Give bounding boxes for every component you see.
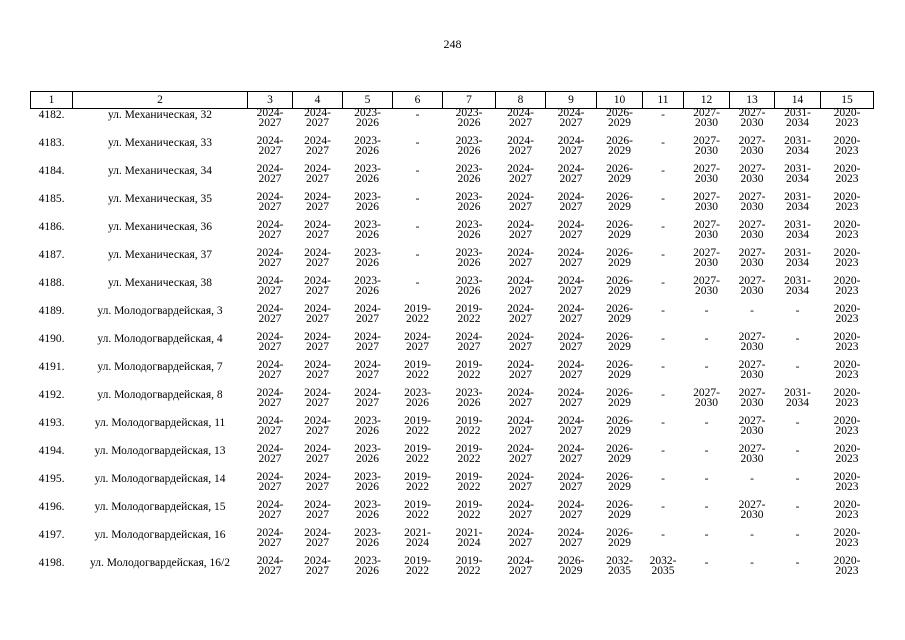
period-cell: 2024- 2027: [507, 219, 534, 241]
period-cell: 2024- 2027: [256, 387, 284, 409]
period-cell: 2020- 2023: [833, 219, 861, 241]
period-cell: 2031- 2034: [784, 219, 811, 241]
address-cell: ул. Механическая, 33: [107, 137, 213, 149]
period-cell: 2024- 2027: [304, 387, 331, 409]
period-cell: -: [704, 529, 709, 541]
period-cell: 2020- 2023: [833, 527, 861, 549]
period-cell: 2019- 2022: [404, 359, 431, 381]
period-cell: 2024- 2027: [256, 443, 284, 465]
table-row: [31, 193, 874, 221]
period-cell: 2024- 2027: [557, 275, 585, 297]
period-cell: 2024- 2027: [304, 247, 331, 269]
period-cell: 2023- 2026: [354, 527, 381, 549]
address-cell: ул. Молодогвардейская, 15: [94, 501, 226, 513]
address-cell: ул. Механическая, 37: [107, 249, 213, 261]
period-cell: 2019- 2022: [455, 359, 483, 381]
period-cell: 2024- 2027: [354, 331, 381, 353]
period-cell: -: [415, 109, 420, 121]
period-cell: 2027- 2030: [738, 387, 766, 409]
table-row: [31, 109, 874, 138]
period-cell: 2024- 2027: [557, 247, 585, 269]
period-cell: 2032- 2035: [649, 555, 677, 577]
period-cell: 2024- 2027: [304, 415, 331, 437]
period-cell: 2020- 2023: [833, 387, 861, 409]
period-cell: 2023- 2026: [455, 387, 483, 409]
period-cell: 2023- 2026: [354, 555, 381, 577]
period-cell: 2026- 2029: [606, 499, 633, 521]
period-cell: 2024- 2027: [557, 387, 585, 409]
address-cell: ул. Молодогвардейская, 13: [94, 445, 226, 457]
period-cell: 2027- 2030: [693, 387, 720, 409]
table-row: [31, 557, 874, 585]
column-header: 12: [684, 92, 730, 109]
period-cell: 2024- 2027: [507, 247, 534, 269]
period-cell: 2024- 2027: [354, 387, 381, 409]
column-header: 9: [546, 92, 597, 109]
period-cell: 2023- 2026: [354, 191, 381, 213]
period-cell: 2019- 2022: [455, 303, 483, 325]
period-cell: 2026- 2029: [606, 471, 633, 493]
period-cell: 2024- 2027: [304, 359, 331, 381]
period-cell: 2019- 2022: [404, 303, 431, 325]
period-cell: 2024- 2027: [557, 163, 585, 185]
period-cell: -: [415, 277, 420, 289]
period-cell: 2024- 2027: [557, 443, 585, 465]
period-cell: 2027- 2030: [738, 163, 766, 185]
row-number: 4186.: [38, 221, 65, 233]
row-number: 4192.: [38, 389, 65, 401]
period-cell: 2024- 2027: [507, 331, 534, 353]
period-cell: 2024- 2027: [256, 499, 284, 521]
column-header: 8: [496, 92, 546, 109]
period-cell: 2023- 2026: [455, 107, 483, 129]
period-cell: 2024- 2027: [256, 135, 284, 157]
table-row: [31, 501, 874, 529]
period-cell: 2023- 2026: [455, 247, 483, 269]
period-cell: 2020- 2023: [833, 471, 861, 493]
table-row: [31, 305, 874, 333]
period-cell: 2023- 2026: [354, 275, 381, 297]
period-cell: 2024- 2027: [507, 527, 534, 549]
row-number: 4190.: [38, 333, 65, 345]
period-cell: 2020- 2023: [833, 247, 861, 269]
period-cell: -: [661, 417, 665, 429]
row-number: 4189.: [38, 305, 65, 317]
period-cell: 2021- 2024: [455, 527, 483, 549]
table-row: [31, 417, 874, 445]
column-header: 13: [730, 92, 775, 109]
period-cell: -: [704, 361, 709, 373]
table-row: [31, 529, 874, 557]
period-cell: 2024- 2027: [304, 527, 331, 549]
period-cell: 2024- 2027: [304, 471, 331, 493]
period-cell: 2024- 2027: [507, 415, 534, 437]
period-cell: 2027- 2030: [693, 191, 720, 213]
period-cell: 2024- 2027: [557, 135, 585, 157]
period-cell: 2019- 2022: [455, 555, 483, 577]
column-header: 5: [343, 92, 393, 109]
period-cell: 2024- 2027: [557, 107, 585, 129]
period-cell: -: [661, 193, 665, 205]
period-cell: 2027- 2030: [738, 107, 766, 129]
table-row: [31, 389, 874, 417]
period-cell: 2020- 2023: [833, 191, 861, 213]
period-cell: 2031- 2034: [784, 247, 811, 269]
period-cell: 2027- 2030: [738, 247, 766, 269]
row-number: 4182.: [38, 109, 65, 121]
period-cell: 2026- 2029: [606, 387, 633, 409]
column-number-header-row: [31, 92, 874, 109]
period-cell: 2024- 2027: [256, 359, 284, 381]
period-cell: 2023- 2026: [354, 471, 381, 493]
period-cell: 2024- 2027: [304, 303, 331, 325]
period-cell: -: [795, 445, 800, 457]
period-cell: -: [750, 473, 754, 485]
period-cell: 2024- 2027: [507, 191, 534, 213]
period-cell: 2019- 2022: [404, 471, 431, 493]
period-cell: 2020- 2023: [833, 331, 861, 353]
period-cell: -: [750, 529, 754, 541]
period-cell: -: [661, 165, 665, 177]
address-cell: ул. Молодогвардейская, 11: [94, 417, 226, 429]
period-cell: 2031- 2034: [784, 135, 811, 157]
period-cell: 2024- 2027: [507, 359, 534, 381]
address-cell: ул. Молодогвардейская, 8: [97, 389, 223, 401]
period-cell: -: [415, 165, 420, 177]
period-cell: 2027- 2030: [738, 331, 766, 353]
period-cell: 2023- 2026: [455, 219, 483, 241]
period-cell: -: [795, 501, 800, 513]
table-row: [31, 221, 874, 249]
period-cell: -: [795, 417, 800, 429]
table-row: [31, 249, 874, 277]
period-cell: 2024- 2027: [354, 359, 381, 381]
period-cell: -: [415, 137, 420, 149]
period-cell: 2024- 2027: [557, 303, 585, 325]
period-cell: 2024- 2027: [304, 163, 331, 185]
period-cell: 2027- 2030: [738, 135, 766, 157]
period-cell: 2024- 2027: [304, 499, 331, 521]
period-cell: 2024- 2027: [256, 107, 284, 129]
period-cell: 2020- 2023: [833, 135, 861, 157]
period-cell: 2027- 2030: [738, 359, 766, 381]
row-number: 4191.: [38, 361, 65, 373]
period-cell: 2019- 2022: [404, 415, 431, 437]
period-cell: 2019- 2022: [455, 471, 483, 493]
period-cell: -: [795, 557, 800, 569]
period-cell: -: [661, 221, 665, 233]
period-cell: 2023- 2026: [354, 163, 381, 185]
period-cell: -: [661, 445, 665, 457]
period-cell: 2024- 2027: [304, 135, 331, 157]
period-cell: -: [661, 473, 665, 485]
period-cell: 2024- 2027: [304, 219, 331, 241]
period-cell: 2019- 2022: [455, 499, 483, 521]
period-cell: -: [795, 473, 800, 485]
period-cell: 2026- 2029: [606, 359, 633, 381]
table-body: [31, 109, 874, 586]
period-cell: -: [661, 305, 665, 317]
period-cell: 2020- 2023: [833, 443, 861, 465]
period-cell: 2019- 2022: [404, 443, 431, 465]
period-cell: 2019- 2022: [404, 555, 431, 577]
table-row: [31, 473, 874, 501]
table-row: [31, 361, 874, 389]
row-number: 4183.: [38, 137, 65, 149]
period-cell: 2027- 2030: [693, 247, 720, 269]
period-cell: 2024- 2027: [304, 555, 331, 577]
period-cell: -: [795, 305, 800, 317]
column-header: 2: [73, 92, 248, 109]
address-cell: ул. Молодогвардейская, 4: [97, 333, 223, 345]
period-cell: 2023- 2026: [354, 219, 381, 241]
period-cell: 2024- 2027: [354, 303, 381, 325]
period-cell: 2020- 2023: [833, 275, 861, 297]
address-cell: ул. Молодогвардейская, 16: [94, 529, 226, 541]
period-cell: -: [661, 277, 665, 289]
address-cell: ул. Молодогвардейская, 16/2: [90, 557, 230, 569]
period-cell: 2023- 2026: [455, 163, 483, 185]
period-cell: 2026- 2029: [557, 555, 585, 577]
period-cell: 2027- 2030: [738, 191, 766, 213]
period-cell: 2026- 2029: [606, 331, 633, 353]
row-number: 4188.: [38, 277, 65, 289]
period-cell: 2023- 2026: [404, 387, 431, 409]
period-cell: 2024- 2027: [557, 415, 585, 437]
period-cell: -: [704, 557, 709, 569]
period-cell: 2027- 2030: [738, 443, 766, 465]
period-cell: 2026- 2029: [606, 163, 633, 185]
period-cell: 2024- 2027: [256, 303, 284, 325]
period-cell: 2024- 2027: [507, 387, 534, 409]
period-cell: 2031- 2034: [784, 163, 811, 185]
column-header: 7: [443, 92, 496, 109]
period-cell: 2024- 2027: [256, 163, 284, 185]
address-cell: ул. Механическая, 35: [107, 193, 213, 205]
period-cell: 2024- 2027: [557, 191, 585, 213]
row-number: 4185.: [38, 193, 65, 205]
period-cell: 2024- 2027: [256, 527, 284, 549]
period-cell: 2024- 2027: [557, 331, 585, 353]
table-row: [31, 445, 874, 473]
table-row: [31, 277, 874, 305]
address-cell: ул. Механическая, 36: [107, 221, 213, 233]
period-cell: 2024- 2027: [507, 555, 534, 577]
address-cell: ул. Молодогвардейская, 14: [94, 473, 226, 485]
address-cell: ул. Молодогвардейская, 3: [97, 305, 223, 317]
period-cell: 2019- 2022: [455, 415, 483, 437]
period-cell: 2023- 2026: [354, 107, 381, 129]
period-cell: -: [750, 557, 754, 569]
address-cell: ул. Механическая, 34: [107, 165, 213, 177]
column-header: 10: [597, 92, 643, 109]
period-cell: 2026- 2029: [606, 415, 633, 437]
period-cell: 2019- 2022: [455, 443, 483, 465]
period-cell: 2023- 2026: [455, 191, 483, 213]
period-cell: 2024- 2027: [455, 331, 483, 353]
column-header: 3: [248, 92, 293, 109]
address-cell: ул. Молодогвардейская, 7: [97, 361, 223, 373]
period-cell: 2031- 2034: [784, 275, 811, 297]
period-cell: -: [415, 193, 420, 205]
period-cell: 2031- 2034: [784, 107, 811, 129]
table-row: [31, 333, 874, 361]
period-cell: -: [704, 501, 709, 513]
column-header: 4: [293, 92, 343, 109]
period-cell: -: [704, 305, 709, 317]
period-cell: 2024- 2027: [507, 499, 534, 521]
period-cell: 2026- 2029: [606, 303, 633, 325]
row-number: 4195.: [38, 473, 65, 485]
period-cell: 2021- 2024: [404, 527, 431, 549]
period-cell: 2024- 2027: [304, 191, 331, 213]
period-cell: 2024- 2027: [304, 107, 331, 129]
row-number: 4197.: [38, 529, 65, 541]
column-header: 14: [775, 92, 821, 109]
schedule-table: [30, 91, 874, 585]
period-cell: 2031- 2034: [784, 387, 811, 409]
period-cell: 2027- 2030: [693, 135, 720, 157]
period-cell: 2026- 2029: [606, 219, 633, 241]
period-cell: 2024- 2027: [507, 107, 534, 129]
row-number: 4196.: [38, 501, 65, 513]
period-cell: -: [795, 361, 800, 373]
period-cell: -: [661, 361, 665, 373]
period-cell: 2020- 2023: [833, 359, 861, 381]
period-cell: -: [661, 389, 665, 401]
period-cell: -: [795, 529, 800, 541]
period-cell: 2032- 2035: [606, 555, 633, 577]
period-cell: 2020- 2023: [833, 163, 861, 185]
row-number: 4194.: [38, 445, 65, 457]
period-cell: 2024- 2027: [256, 415, 284, 437]
period-cell: 2020- 2023: [833, 499, 861, 521]
period-cell: 2023- 2026: [354, 443, 381, 465]
period-cell: 2024- 2027: [256, 191, 284, 213]
period-cell: 2026- 2029: [606, 247, 633, 269]
period-cell: 2024- 2027: [557, 527, 585, 549]
period-cell: 2024- 2027: [404, 331, 431, 353]
period-cell: 2023- 2026: [354, 135, 381, 157]
page-number: 248: [443, 37, 462, 51]
period-cell: 2024- 2027: [507, 163, 534, 185]
period-cell: -: [415, 249, 420, 261]
period-cell: -: [661, 333, 665, 345]
period-cell: 2023- 2026: [354, 499, 381, 521]
period-cell: 2020- 2023: [833, 555, 861, 577]
column-header: 15: [821, 92, 874, 109]
period-cell: -: [415, 221, 420, 233]
period-cell: 2026- 2029: [606, 275, 633, 297]
period-cell: -: [661, 249, 665, 261]
period-cell: 2020- 2023: [833, 415, 861, 437]
period-cell: 2026- 2029: [606, 135, 633, 157]
period-cell: 2031- 2034: [784, 191, 811, 213]
column-header: 6: [393, 92, 443, 109]
period-cell: -: [704, 473, 709, 485]
period-cell: -: [704, 445, 709, 457]
period-cell: 2023- 2026: [455, 135, 483, 157]
address-cell: ул. Механическая, 38: [107, 277, 213, 289]
period-cell: -: [661, 529, 665, 541]
row-number: 4198.: [38, 557, 65, 569]
period-cell: 2026- 2029: [606, 107, 633, 129]
period-cell: 2027- 2030: [738, 219, 766, 241]
period-cell: 2026- 2029: [606, 443, 633, 465]
period-cell: 2024- 2027: [256, 219, 284, 241]
column-header: 11: [643, 92, 684, 109]
period-cell: 2023- 2026: [354, 247, 381, 269]
period-cell: 2026- 2029: [606, 191, 633, 213]
period-cell: -: [704, 333, 709, 345]
period-cell: 2024- 2027: [304, 443, 331, 465]
period-cell: -: [661, 501, 665, 513]
period-cell: 2027- 2030: [738, 499, 766, 521]
period-cell: 2024- 2027: [557, 471, 585, 493]
period-cell: -: [661, 109, 665, 121]
address-cell: ул. Механическая, 32: [107, 109, 213, 121]
column-header: 1: [31, 92, 73, 109]
row-number: 4193.: [38, 417, 65, 429]
period-cell: 2024- 2027: [507, 275, 534, 297]
table-row: [31, 137, 874, 165]
period-cell: 2024- 2027: [256, 471, 284, 493]
period-cell: 2020- 2023: [833, 107, 861, 129]
row-number: 4187.: [38, 249, 65, 261]
row-number: 4184.: [38, 165, 65, 177]
period-cell: -: [704, 417, 709, 429]
period-cell: 2024- 2027: [304, 331, 331, 353]
period-cell: 2026- 2029: [606, 527, 633, 549]
period-cell: 2024- 2027: [507, 303, 534, 325]
period-cell: 2019- 2022: [404, 499, 431, 521]
period-cell: 2027- 2030: [693, 219, 720, 241]
period-cell: 2024- 2027: [256, 275, 284, 297]
period-cell: -: [661, 137, 665, 149]
period-cell: 2024- 2027: [256, 331, 284, 353]
period-cell: 2024- 2027: [304, 275, 331, 297]
period-cell: 2024- 2027: [507, 443, 534, 465]
period-cell: 2024- 2027: [557, 359, 585, 381]
period-cell: 2027- 2030: [693, 275, 720, 297]
period-cell: 2024- 2027: [256, 555, 284, 577]
table-row: [31, 165, 874, 193]
period-cell: 2027- 2030: [738, 415, 766, 437]
period-cell: 2020- 2023: [833, 303, 861, 325]
period-cell: 2027- 2030: [738, 275, 766, 297]
period-cell: -: [795, 333, 800, 345]
period-cell: 2023- 2026: [455, 275, 483, 297]
period-cell: 2027- 2030: [693, 163, 720, 185]
period-cell: 2024- 2027: [557, 499, 585, 521]
period-cell: 2024- 2027: [557, 219, 585, 241]
period-cell: -: [750, 305, 754, 317]
period-cell: 2024- 2027: [507, 135, 534, 157]
period-cell: 2027- 2030: [693, 107, 720, 129]
period-cell: 2023- 2026: [354, 415, 381, 437]
period-cell: 2024- 2027: [256, 247, 284, 269]
period-cell: 2024- 2027: [507, 471, 534, 493]
